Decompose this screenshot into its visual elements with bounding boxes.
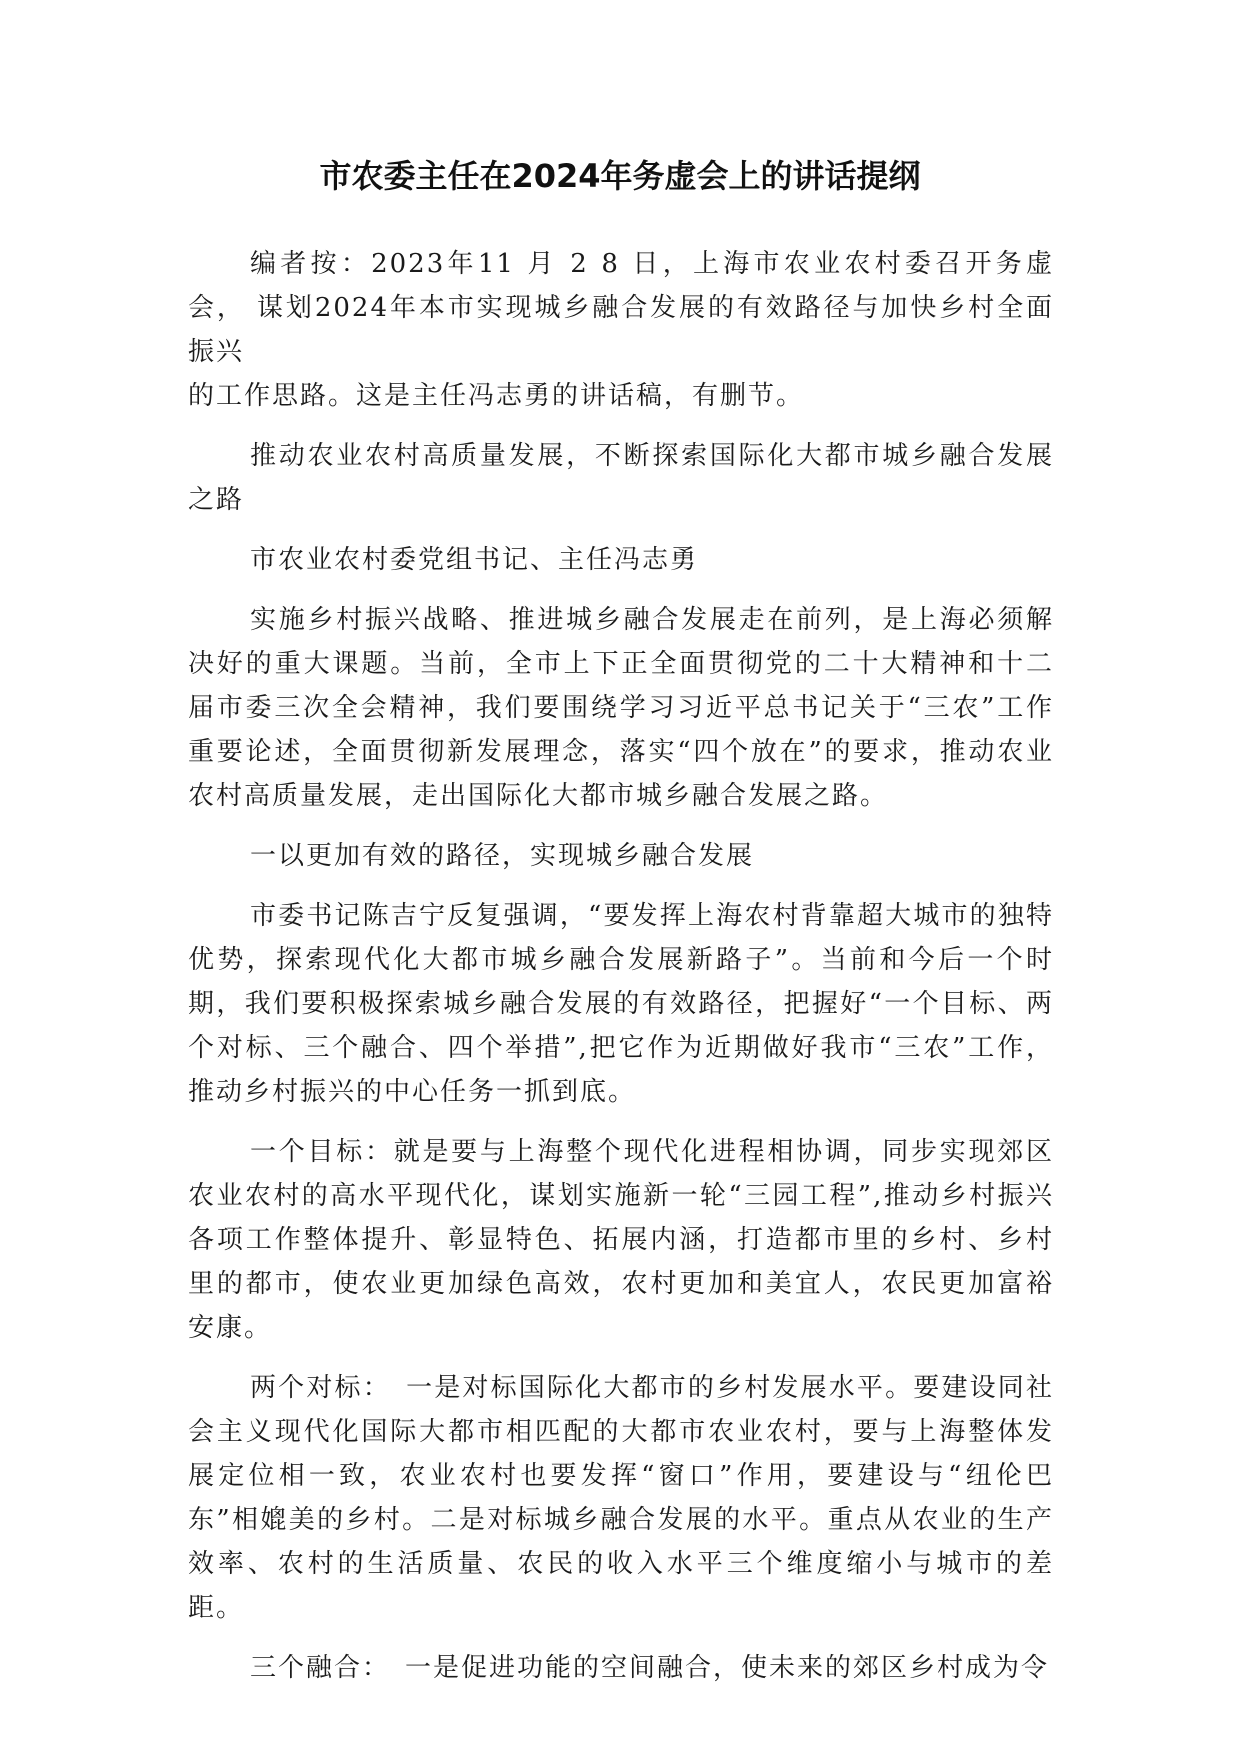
section-heading: 一以更加有效的路径，实现城乡融合发展	[250, 841, 755, 871]
body-paragraph: 三个融合： 一是促进功能的空间融合，使未来的郊区乡村成为令	[250, 1653, 1050, 1683]
document-title: 市农委主任在2024年务虚会上的讲话提纲	[319, 157, 921, 195]
body-paragraph: 两个对标： 一是对标国际化大都市的乡村发展水平。要建设同社会主义现代化国际大都市相匹配的大都市农业农村，要与上海整体发展定位相一致，农业农村也要发挥“窗口”作用，要建设与“纽伦巴东”相媲美的乡村。二是对标城乡融合发展的水平。重点从农业的生产效率、农村的生活质量、农民的收入水平三个维度缩小与城市的差距。	[188, 1373, 1054, 1623]
body-paragraph: 市委书记陈吉宁反复强调，“要发挥上海农村背靠超大城市的独特优势，探索现代化大都市城乡融合发展新路子”。当前和今后一个时期，我们要积极探索城乡融合发展的有效路径，把握好“一个目标、两个对标、三个融合、四个举措”,把它作为近期做好我市“三农”工作，推动乡村振兴的中心任务一抓到底。	[188, 901, 1054, 1107]
section-heading-main: 推动农业农村高质量发展，不断探索国际化大都市城乡融合发展之路	[188, 441, 1054, 515]
editor-note-line2: 的工作思路。这是主任冯志勇的讲话稿，有删节。	[188, 381, 805, 411]
body-paragraph: 实施乡村振兴战略、推进城乡融合发展走在前列，是上海必须解决好的重大课题。当前，全市上下正全面贯彻党的二十大精神和十二届市委三次全会精神，我们要围绕学习习近平总书记关于“三农”工作重要论述，全面贯彻新发展理念，落实“四个放在”的要求，推动农业农村高质量发展，走出国际化大都市城乡融合发展之路。	[188, 605, 1054, 811]
author-line: 市农业农村委党组书记、主任冯志勇	[250, 545, 699, 575]
editor-note	[188, 242, 1054, 418]
editor-note-line1: 编者按：2023年11 月 2 8 日，上海市农业农村委召开务虚会， 谋划2024年本市实现城乡融合发展的有效路径与加快乡村全面振兴	[188, 249, 1054, 367]
document-body	[188, 242, 1054, 1706]
body-paragraph: 一个目标：就是要与上海整个现代化进程相协调，同步实现郊区农业农村的高水平现代化，谋划实施新一轮“三园工程”,推动乡村振兴各项工作整体提升、彰显特色、拓展内涵，打造都市里的乡村、乡村里的都市，使农业更加绿色高效，农村更加和美宜人，农民更加富裕安康。	[188, 1137, 1054, 1343]
